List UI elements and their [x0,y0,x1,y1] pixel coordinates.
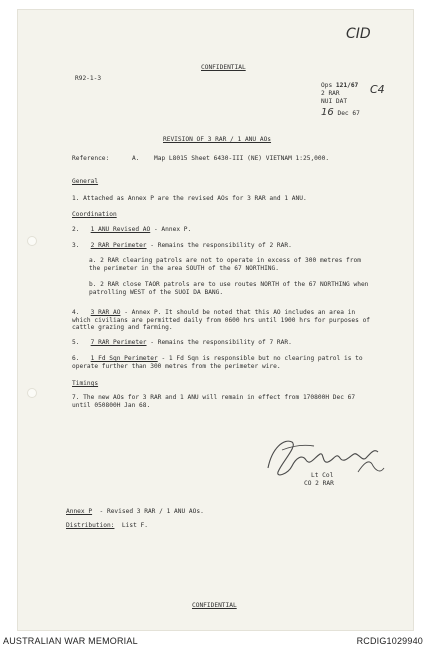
paragraph-3b: b. 2 RAR close TAOR patrols are to use routes NORTH of the 67 NORTHING when patrolling WEST of the SUOI DA BANG. [89,281,369,296]
reference-letter: A. [132,155,140,162]
ops-number: Ops 121/67 [321,82,359,89]
paragraph-6: 6. 1 Fd Sqn Perimeter - 1 Fd Sqn is responsible but no clearing patrol is to operate further than 300 metres from the perimeter wire. [72,355,363,370]
paragraph-5: 5. 7 RAR Perimeter - Remains the responsibility of 7 RAR. [72,339,292,346]
section-general: General [72,178,99,185]
paragraph-1: 1. Attached as Annex P are the revised AOs for 3 RAR and 1 ANU. [72,195,307,202]
file-reference: R92-1-3 [75,75,102,82]
handwritten-c4: C4 [370,83,385,96]
archive-id: RCDIG1029940 [356,636,423,646]
distribution-line: Distribution: List F. [66,522,148,529]
annex-line: Annex P - Revised 3 RAR / 1 ANU AOs. [66,508,204,515]
classification-bottom: CONFIDENTIAL [192,602,237,609]
reference-label: Reference: [72,155,110,162]
paragraph-4: 4. 3 RAR AO - Annex P. It should be noted that this AO includes an area in which civilians are permitted daily from 0600 hrs until 1900 hrs for purposes of cattle grazing and farming. [72,309,371,332]
archive-credit: AUSTRALIAN WAR MEMORIAL [3,636,138,646]
section-coordination: Coordination [72,211,117,218]
handwritten-cid: CID [346,26,371,42]
paragraph-2: 2. 1 ANU Revised AO - Annex P. [72,226,192,233]
unit: 2 RAR [321,90,340,97]
punch-hole [27,236,37,246]
signature-rank: Lt Col [311,472,334,479]
section-timings: Timings [72,380,99,387]
paragraph-3a: a. 2 RAR clearing patrols are not to operate in excess of 300 metres from the perimeter in the area SOUTH of the 67 NORTHING. [89,257,361,272]
reference-text: Map L8015 Sheet 6430-III (NE) VIETNAM 1:25,000. [154,155,330,162]
signature-appointment: CO 2 RAR [304,480,334,487]
classification-top: CONFIDENTIAL [201,64,246,71]
location: NUI DAT [321,98,348,105]
punch-hole [27,388,37,398]
document-title: REVISION OF 3 RAR / 1 ANU AOs [163,136,272,143]
date: 16 Dec 67 [321,107,360,118]
paragraph-7: 7. The new AOs for 3 RAR and 1 ANU will remain in effect from 170800H Dec 67 until 050800H Jan 68. [72,394,356,409]
paragraph-3: 3. 2 RAR Perimeter - Remains the responsibility of 2 RAR. [72,242,292,249]
